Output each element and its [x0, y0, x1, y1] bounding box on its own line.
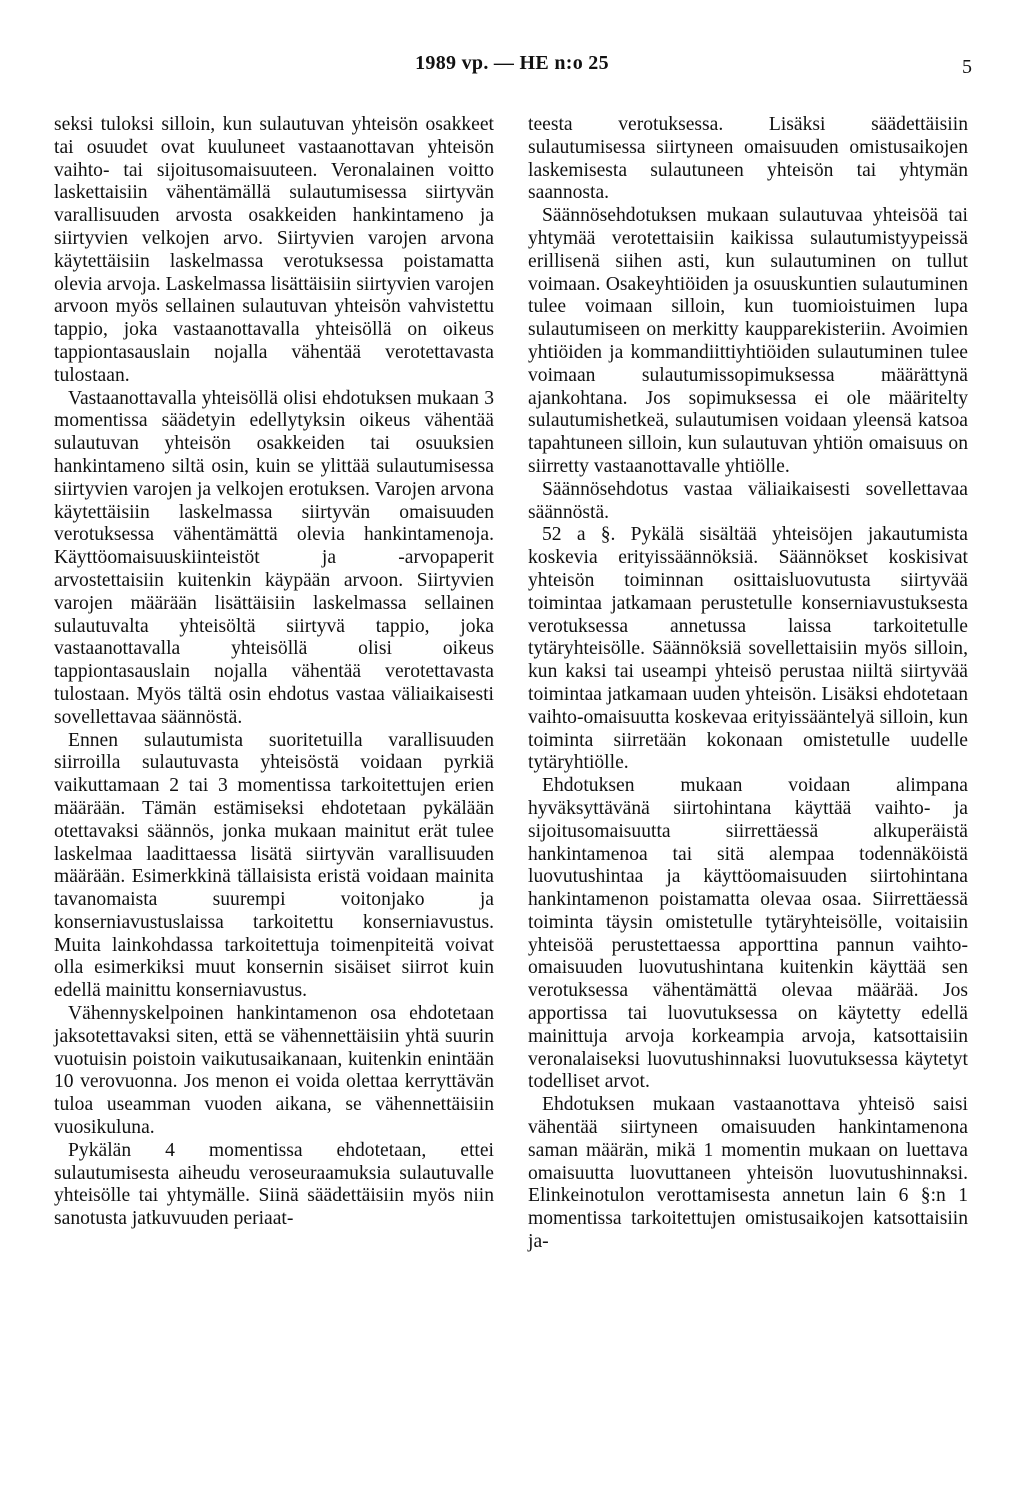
paragraph: seksi tuloksi silloin, kun sulautuvan yhteisön osakkeet tai osuudet ovat kuuluneet vastaanottavan yhteisön vaihto- tai sijoitusomaisuuteen. Veronalainen voitto laskettaisiin vähentämällä sulautumisessa siirtyvän varallisuuden arvosta osakkeiden hankintameno ja siirtyvien velkojen arvo. Siirtyvien varojen arvona käytettäisiin laskelmassa verotuksessa poistamatta olevia arvoja. Laskelmassa lisättäisiin siirtyvien varojen arvoon myös sellainen sulautuvan yhteisön vahvistettu tappio, joka vastaanottavalla yhteisöllä on oikeus tappiontasauslain nojalla vähentää verotettavasta tulostaan. — [54, 114, 494, 386]
running-header-title: 1989 vp. — HE n:o 25 — [415, 52, 609, 74]
paragraph: Vähennyskelpoinen hankintamenon osa ehdotetaan jaksotettavaksi siten, että se vähennettäisiin yhtä suurin vuotuisin poistoin vaikutusaikanaan, kuitenkin enintään 10 verovuonna. Jos menon ei voida olettaa kerryttävän tuloa useamman vuoden aikana, se vähennettäisiin vuosikuluna. — [54, 1003, 494, 1139]
paragraph: 52 a §. Pykälä sisältää yhteisöjen jakautumista koskevia erityissäännöksiä. Säännökset koskisivat yhteisön toiminnan osittaisluovutusta siirtyvää toimintaa jatkamaan perustetulle konserniavustuksesta verotuksessa annetussa laissa tarkoitetulle tytäryhteisölle. Säännöksiä sovellettaisiin myös silloin, kun kaksi tai useampi yhteisö perustaa niiltä siirtyvää toimintaa jatkamaan uuden yhteisön. Lisäksi ehdotetaan vaihto-omaisuutta koskevaa erityissääntelyä silloin, kun toiminta siirretään kokonaan omistetulle uudelle tytäryhtiölle. — [528, 524, 968, 774]
paragraph: Pykälän 4 momentissa ehdotetaan, ettei sulautumisesta aiheudu veroseuraamuksia sulautuvalle yhteisölle tai yhtymälle. Siinä säädettäisiin myös niin sanotusta jatkuvuuden periaat- — [54, 1139, 494, 1230]
paragraph: Ehdotuksen mukaan vastaanottava yhteisö saisi vähentää siirtyneen omaisuuden hankintamenona saman määrän, mikä 1 momentin mukaan on luettava omaisuutta luovuttaneen yhteisön luovutushinnaksi. Elinkeinotulon verottamisesta annetun lain 6 §:n 1 momentissa tarkoitettujen omistusaikojen katsottaisiin ja- — [528, 1094, 968, 1253]
left-column — [54, 114, 494, 1231]
right-column — [528, 114, 968, 1254]
paragraph: Säännösehdotuksen mukaan sulautuvaa yhteisöä tai yhtymää verotettaisiin kaikissa sulautumistyypeissä erillisenä siihen asti, kun sulautuminen on tullut voimaan. Osakeyhtiöiden ja osuuskuntien sulautuminen tulee voimaan silloin, kun tuomioistuimen lupa sulautumiseen on merkitty kaupparekisteriin. Avoimien yhtiöiden ja kommandiittiyhtiöiden sulautuminen tulee voimaan sulautumissopimuksessa määrättynä ajankohtana. Jos sopimuksessa ei ole määritelty sulautumishetkeä, sulautumisen voidaan yleensä katsoa tapahtuneen silloin, kun sulautuvan yhtiön omaisuus on siirretty vastaanottavalle yhtiölle. — [528, 205, 968, 477]
paragraph: Säännösehdotus vastaa väliaikaisesti sovellettavaa säännöstä. — [528, 478, 968, 523]
page-header — [0, 52, 1024, 82]
paragraph: teesta verotuksessa. Lisäksi säädettäisiin sulautumisessa siirtyneen omaisuuden omistusaikojen laskemisesta sulautuneen yhteisön tai yhtymän saannosta. — [528, 114, 968, 204]
paragraph: Ehdotuksen mukaan voidaan alimpana hyväksyttävänä siirtohintana käyttää vaihto- ja sijoitusomaisuutta siirrettäessä alkuperäistä hankintamenoa tai sitä alempaa todennäköistä luovutushintaa ja käyttöomaisuuden siirtohintana hankintamenon poistamatta olevaa osaa. Siirrettäessä toiminta täysin omistetulle tytäryhteisölle, voitaisiin yhteisöä perustettaessa apporttina pannun vaihto-omaisuuden luovutushintana kuitenkin käyttää sen verotuksessa vähentämättä olevaa määrää. Jos apportissa tai luovutuksessa on käytetty edellä mainittuja arvoja korkeampia arvoja, katsottaisiin veronalaiseksi luovutushinnaksi luovutuksessa käytetyt todelliset arvot. — [528, 775, 968, 1093]
page-number: 5 — [962, 56, 972, 78]
paragraph: Ennen sulautumista suoritetuilla varallisuuden siirroilla sulautuvasta yhteisöstä voidaan pyrkiä vaikuttamaan 2 tai 3 momentissa tarkoitettujen erien määrään. Tämän estämiseksi ehdotetaan pykälään otettavaksi säännös, jonka mukaan mainitut erät tulee laskelmaa laadittaessa lisätä siirtyvän varallisuuden määrään. Esimerkkinä tällaisista eristä voidaan mainita tavanomaista suurempi voitonjako ja konserniavustuslaissa tarkoitettu konserniavustus. Muita lainkohdassa tarkoitettuja toimenpiteitä voivat olla esimerkiksi muut konsernin sisäiset siirrot kuin edellä mainittu konserniavustus. — [54, 729, 494, 1002]
paragraph: Vastaanottavalla yhteisöllä olisi ehdotuksen mukaan 3 momentissa säädetyin edellytyksin oikeus vähentää sulautuvan yhteisön osakkeiden tai osuuksien hankintameno siltä osin, kuin se ylittää sulautumisessa siirtyvien varojen ja velkojen erotuksen. Varojen arvona käytettäisiin laskelmassa siirtyvän omaisuuden verotuksessa vähentämättä olevia hankintamenoja. Käyttöomaisuuskiinteistöt ja -arvopaperit arvostettaisiin kuitenkin käypään arvoon. Siirtyvien varojen määrään lisättäisiin laskelmassa sellainen sulautuvalta yhteisöltä siirtyvä tappio, joka vastaanottavalla yhteisöllä olisi oikeus tappiontasauslain nojalla vähentää verotettavasta tulostaan. Myös tältä osin ehdotus vastaa väliaikaisesti sovellettavaa säännöstä. — [54, 387, 494, 728]
